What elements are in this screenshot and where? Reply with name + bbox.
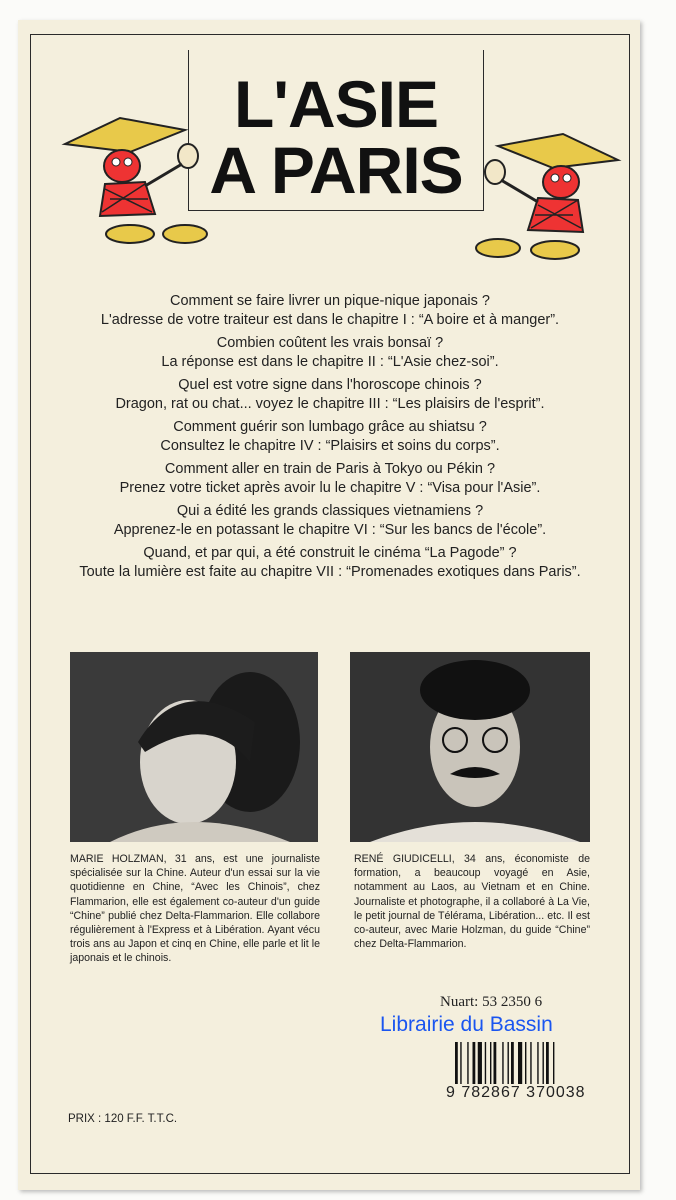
barcode-bar xyxy=(485,1042,486,1084)
cartoon-figure-right-icon xyxy=(473,120,623,265)
answer: L'adresse de votre traiteur est dans le chapitre I : “A boire et à manger”. xyxy=(100,312,560,328)
title-line-1: L'ASIE xyxy=(233,67,439,141)
answer: La réponse est dans le chapitre II : “L'Asie chez-soi”. xyxy=(161,354,499,370)
barcode-bar xyxy=(455,1042,458,1084)
question-block xyxy=(20,418,640,456)
barcode-bar xyxy=(460,1042,461,1084)
barcode-bar xyxy=(502,1042,503,1084)
question: Qui a édité les grands classiques vietnamiens ? xyxy=(176,503,484,519)
chapter-questions xyxy=(20,292,640,586)
barcode-bar xyxy=(490,1042,491,1084)
answer: Prenez votre ticket après avoir lu le chapitre V : “Visa pour l'Asie”. xyxy=(119,480,541,496)
barcode-bar xyxy=(553,1042,554,1084)
portrait-man-icon xyxy=(350,652,590,842)
nuart-code: Nuart: 53 2350 6 xyxy=(440,994,543,1010)
question: Comment se faire livrer un pique-nique japonais ? xyxy=(170,293,490,309)
barcode-bar xyxy=(508,1042,509,1084)
bio-marie-holzman: MARIE HOLZMAN, 31 ans, est une journaliste spécialisée sur la Chine. Auteur d'un essai sur la vie quotidienne en Chine, “Avec les Chinois”, chez Flammarion, elle est également co-auteur d'un guide “Chine” publié chez Delta-Flammarion. Elle collabore régulièrement à l'Express et à Libération. Ayant vécu trois ans au Japon et cinq en Chine, elle parle et lit le japonais et le chinois. xyxy=(70,853,320,965)
barcode-icon xyxy=(455,1042,588,1084)
barcode-bar xyxy=(494,1042,497,1084)
question-block xyxy=(20,460,640,498)
isbn-digits: 9 782867 370038 xyxy=(446,1084,586,1101)
author-photo-marie-holzman xyxy=(70,652,318,842)
barcode-bar xyxy=(473,1042,476,1084)
barcode-bar xyxy=(530,1042,531,1084)
question: Comment guérir son lumbago grâce au shiatsu ? xyxy=(173,419,487,435)
price-label: PRIX : 120 F.F. T.T.C. xyxy=(68,1113,178,1125)
question-block xyxy=(20,292,640,330)
barcode-bar xyxy=(511,1042,514,1084)
answer: Dragon, rat ou chat... voyez le chapitre III : “Les plaisirs de l'esprit”. xyxy=(115,396,545,412)
question: Comment aller en train de Paris à Tokyo ou Pékin ? xyxy=(164,461,496,477)
barcode-bar xyxy=(518,1042,522,1084)
barcode-bar xyxy=(467,1042,468,1084)
title-line-2: A PARIS xyxy=(209,133,463,207)
title-box xyxy=(188,50,484,211)
answer: Toute la lumière est faite au chapitre VII : “Promenades exotiques dans Paris”. xyxy=(79,564,581,580)
barcode-bar xyxy=(525,1042,526,1084)
author-photo-rene-giudicelli xyxy=(350,652,590,842)
portrait-woman-icon xyxy=(70,652,318,842)
question-block xyxy=(20,502,640,540)
barcode-bar xyxy=(537,1042,538,1084)
question-block xyxy=(20,544,640,582)
question: Quand, et par qui, a été construit le cinéma “La Pagode” ? xyxy=(143,545,517,561)
question-block xyxy=(20,334,640,372)
barcode-bar xyxy=(543,1042,544,1084)
question: Quel est votre signe dans l'horoscope chinois ? xyxy=(178,377,482,393)
barcode-bar xyxy=(546,1042,549,1084)
bookseller-watermark: Librairie du Bassin xyxy=(380,1013,553,1036)
question-block xyxy=(20,376,640,414)
question: Combien coûtent les vrais bonsaï ? xyxy=(216,335,444,351)
barcode-bar xyxy=(478,1042,482,1084)
bio-rene-giudicelli: RENÉ GIUDICELLI, 34 ans, économiste de formation, a beaucoup voyagé en Asie, notamment au Laos, au Vietnam et en Chine. Journaliste et photographe, il a collaboré à La Vie, le petit journal de Télérama, Libération... etc. Il est co-auteur, avec Marie Holzman, du guide “Chine” chez Delta-Flammarion. xyxy=(354,853,590,951)
cartoon-figure-left-icon xyxy=(60,104,210,249)
answer: Apprenez-le en potassant le chapitre VI : “Sur les bancs de l'école”. xyxy=(113,522,547,538)
answer: Consultez le chapitre IV : “Plaisirs et soins du corps”. xyxy=(160,438,500,454)
